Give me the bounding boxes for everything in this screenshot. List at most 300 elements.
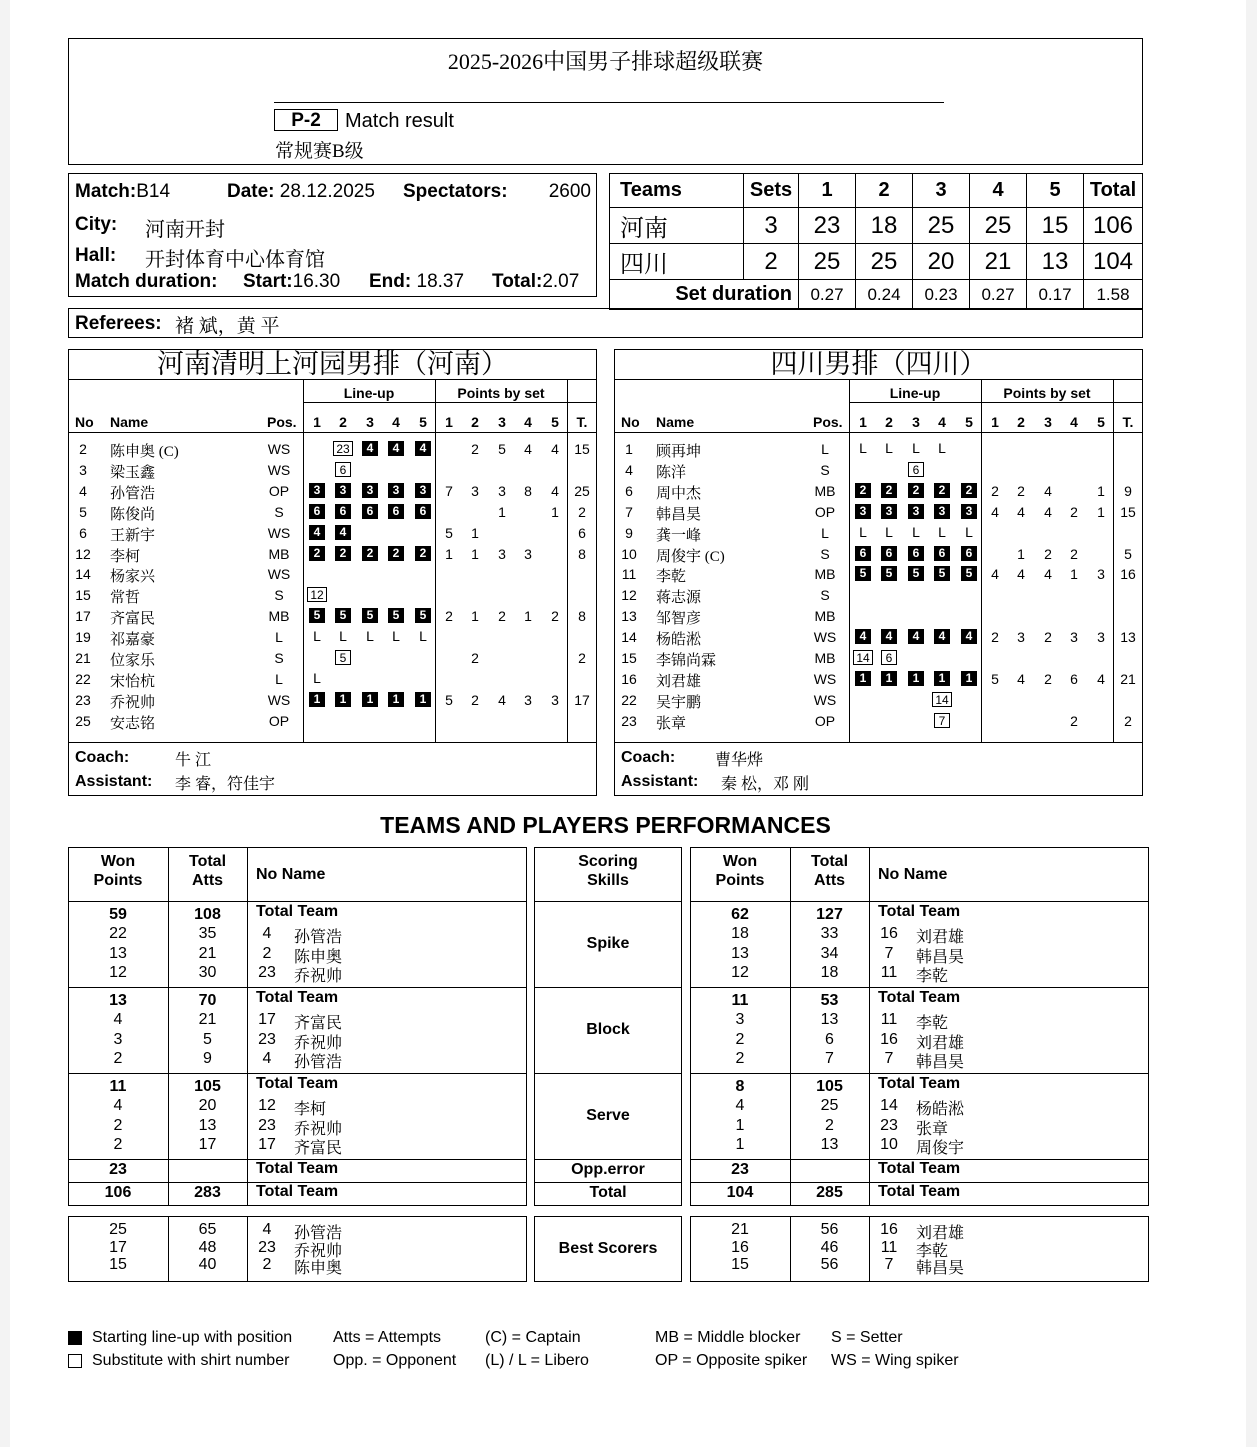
match-label: Match: (75, 181, 137, 202)
col-lineup-set: 3 (366, 414, 374, 430)
player-row (69, 606, 597, 626)
player-row (615, 711, 1143, 731)
starting-position-marker: 5 (415, 608, 431, 623)
score-cell: 18 (856, 208, 913, 244)
starting-position-marker: 2 (908, 483, 924, 498)
points-by-set-header: Points by set (457, 385, 545, 401)
player-position: L (275, 629, 283, 646)
libero-marker: L (419, 628, 427, 645)
total-team-label: Total Team (256, 1183, 339, 1200)
player-position: MB (814, 650, 836, 666)
player-name: 齐富民 (294, 1140, 343, 1157)
player-number: 14 (75, 566, 91, 583)
player-total-atts: 21 (198, 1011, 217, 1028)
score-table (609, 173, 1143, 310)
player-number: 16 (621, 670, 637, 687)
team-name: 四川 (610, 244, 744, 280)
starting-position-marker: 3 (388, 483, 404, 498)
score-cell: 2 (744, 244, 799, 280)
set-points: 1 (551, 503, 559, 520)
set-points: 3 (1097, 629, 1105, 646)
player-name: 杨皓淞 (656, 632, 702, 649)
player-position: L (821, 524, 829, 541)
starting-position-marker: 4 (388, 441, 404, 456)
player-row (69, 585, 597, 605)
divider (303, 402, 597, 403)
team-won-points: 8 (735, 1078, 745, 1095)
referees-label: Referees: (75, 313, 162, 334)
player-position: WS (267, 524, 291, 541)
best-scorer-atts: 40 (198, 1256, 217, 1273)
set-points: 4 (1044, 482, 1052, 499)
score-header-5: 4 (970, 174, 1027, 208)
player-number: 22 (75, 670, 91, 687)
player-total: 15 (574, 441, 590, 457)
set-duration-value: 1.58 (1084, 280, 1143, 310)
player-number: 25 (75, 712, 91, 729)
starting-position-marker: 2 (335, 546, 351, 561)
player-position: WS (267, 441, 291, 457)
points-by-set-header: Points by set (1003, 385, 1091, 401)
player-name: 韩昌昊 (656, 506, 702, 523)
player-total: 2 (578, 503, 586, 520)
player-won-points: 2 (113, 1116, 123, 1134)
divider (849, 402, 1143, 403)
libero-marker: L (912, 523, 920, 540)
best-scorer-points: 25 (109, 1221, 127, 1238)
player-total: 21 (1120, 670, 1136, 687)
player-row (69, 669, 597, 689)
best-scorer-number: 11 (880, 1238, 898, 1256)
player-position: MB (814, 566, 836, 583)
col-total: T. (576, 414, 588, 430)
player-total: 13 (1120, 629, 1136, 646)
starting-position-marker: 1 (415, 692, 431, 707)
player-name: 祁嘉豪 (110, 632, 156, 649)
player-name: 邹智彦 (656, 611, 702, 628)
best-scorer-number: 23 (258, 1238, 276, 1256)
player-total-atts: 34 (820, 944, 839, 962)
player-name: 刘君雄 (916, 1034, 965, 1052)
team-total-atts: 70 (198, 992, 217, 1009)
player-position: MB (814, 482, 836, 499)
substitute-marker: 23 (333, 441, 353, 456)
set-points: 5 (991, 670, 999, 687)
best-scorer-name: 乔祝帅 (294, 1242, 343, 1260)
libero-marker: L (313, 628, 321, 645)
player-row (615, 648, 1143, 668)
grand-total-label: Total (589, 1184, 627, 1201)
set-points: 1 (524, 608, 532, 625)
score-cell: 20 (913, 244, 970, 280)
row-divider (534, 901, 682, 902)
starting-position-marker: 4 (855, 629, 871, 644)
starting-position-marker: 3 (908, 504, 924, 519)
spectators-value: 2600 (548, 181, 591, 202)
set-points: 1 (445, 545, 453, 562)
match-info-box (68, 173, 597, 297)
team-total-atts: 105 (194, 1078, 221, 1095)
player-number: 23 (621, 712, 637, 729)
player-number: 21 (75, 650, 91, 666)
best-scorer-name: 孙管浩 (294, 1225, 343, 1242)
set-points: 4 (1017, 566, 1025, 583)
col-lineup-set: 5 (965, 414, 973, 430)
coach-name: 曹华烨 (715, 752, 764, 769)
player-total-atts: 7 (825, 1050, 834, 1067)
referees-names: 褚 斌，黄 平 (175, 316, 280, 337)
player-row (615, 523, 1143, 543)
set-points: 4 (524, 441, 532, 457)
player-row (615, 606, 1143, 626)
player-number: 2 (79, 441, 87, 457)
substitute-marker: 14 (853, 650, 873, 665)
starting-position-marker: 6 (388, 504, 404, 519)
player-number: 15 (75, 587, 91, 604)
coach-label: Coach: (621, 749, 676, 766)
set-points: 6 (1070, 670, 1078, 687)
team-title: 四川男排（四川） (770, 349, 987, 379)
team-won-points: 59 (109, 906, 127, 923)
score-cell: 106 (1084, 208, 1143, 244)
home-total-atts: 283 (194, 1184, 221, 1201)
total-time: 2.07 (542, 271, 580, 292)
set-points: 8 (524, 482, 532, 499)
divider (69, 432, 596, 433)
player-total: 2 (1124, 712, 1132, 729)
starting-position-marker: 3 (415, 483, 431, 498)
set-points: 2 (1017, 482, 1025, 499)
player-name: 顾再坤 (656, 444, 702, 460)
player-won-points: 12 (731, 964, 749, 981)
player-number: 12 (75, 545, 91, 562)
player-position: S (274, 503, 284, 520)
player-number: 19 (75, 629, 91, 646)
legend-captain: (C) = Captain (485, 1329, 581, 1346)
player-name: 李锦尚霖 (656, 653, 717, 669)
total-team-label: Total Team (878, 1075, 961, 1092)
phase: 常规赛B级 (275, 141, 364, 162)
player-won-points: 2 (113, 1136, 123, 1153)
starting-position-marker: 4 (362, 441, 378, 456)
doc-title: Match result (345, 110, 454, 132)
col-lineup-set: 1 (859, 414, 867, 430)
best-scorer-points: 21 (731, 1221, 749, 1238)
player-total: 6 (578, 524, 586, 541)
team-total-atts: 127 (816, 906, 843, 923)
player-name: 周俊宇 (916, 1140, 965, 1157)
col-points-set: 2 (1017, 414, 1025, 430)
player-number: 6 (625, 482, 633, 499)
player-row (615, 502, 1143, 522)
starting-position-marker: 4 (934, 629, 950, 644)
best-scorer-number: 4 (262, 1221, 272, 1238)
starting-position-marker: 3 (309, 483, 325, 498)
player-number: 16 (880, 925, 898, 942)
col-points-set: 1 (445, 414, 453, 430)
set-points: 7 (445, 482, 453, 499)
starting-position-marker: 5 (961, 566, 977, 581)
col-points-set: 1 (991, 414, 999, 430)
player-number: 17 (258, 1011, 276, 1028)
player-name: 孙管浩 (110, 485, 156, 502)
player-name: 陈洋 (656, 464, 687, 481)
total-team-label: Total Team (878, 989, 961, 1006)
doc-code: P-2 (274, 109, 338, 131)
player-row (615, 544, 1143, 564)
row-divider (690, 1073, 1149, 1074)
score-cell: 15 (1027, 208, 1084, 244)
coach-label: Coach: (75, 749, 130, 766)
hall-label: Hall: (75, 245, 117, 266)
best-scorer-points: 15 (731, 1256, 749, 1273)
set-points: 4 (1044, 503, 1052, 520)
total-team-label: Total Team (878, 903, 961, 920)
player-total-atts: 35 (198, 925, 217, 942)
row-divider (534, 1182, 682, 1183)
player-name: 韩昌昊 (916, 948, 965, 966)
won-points-header: Won Points (715, 853, 765, 889)
hall-value: 开封体育中心体育馆 (145, 249, 325, 271)
substitute-marker: 5 (335, 650, 351, 665)
player-number: 7 (625, 503, 633, 520)
row-divider (68, 1073, 527, 1074)
divider (615, 742, 1142, 743)
libero-marker: L (885, 523, 893, 540)
player-total-atts: 13 (820, 1136, 839, 1153)
col-lineup-set: 2 (885, 414, 893, 430)
player-name: 位家乐 (110, 653, 156, 669)
player-number: 14 (621, 629, 637, 646)
score-row-1 (610, 244, 1143, 280)
col-pos: Pos. (267, 414, 297, 430)
starting-position-marker: 6 (415, 504, 431, 519)
starting-position-marker: 2 (415, 546, 431, 561)
legend-s: S = Setter (831, 1329, 903, 1346)
starting-position-marker: 3 (855, 504, 871, 519)
set-points: 2 (471, 650, 479, 666)
starting-position-marker: 5 (934, 566, 950, 581)
starting-position-marker: 6 (335, 504, 351, 519)
best-scorer-number: 2 (262, 1256, 272, 1273)
team-total-atts: 53 (820, 992, 839, 1009)
starting-lineup-swatch-icon (68, 1331, 82, 1345)
player-name: 常哲 (110, 590, 141, 607)
end-label: End: (369, 271, 412, 292)
set-points: 4 (991, 503, 999, 520)
starting-position-marker: 2 (388, 546, 404, 561)
total-team-label: Total Team (878, 1160, 961, 1177)
legend (68, 1328, 1168, 1378)
player-name: 张章 (656, 715, 687, 732)
set-points: 3 (524, 691, 532, 708)
set-points: 4 (498, 691, 506, 708)
col-name: Name (110, 414, 149, 430)
starting-position-marker: 6 (362, 504, 378, 519)
set-points: 2 (1044, 545, 1052, 562)
set-points: 1 (471, 608, 479, 625)
row-divider (534, 1073, 682, 1074)
libero-marker: L (366, 628, 374, 645)
player-name: 乔祝帅 (110, 694, 156, 711)
player-name: 陈俊尚 (110, 506, 156, 523)
legend-op: OP = Opposite spiker (655, 1352, 808, 1369)
starting-position-marker: 6 (961, 546, 977, 561)
player-position: WS (813, 629, 837, 646)
player-number: 22 (621, 691, 637, 708)
starting-position-marker: 1 (908, 671, 924, 686)
player-name: 宋怡杭 (110, 673, 156, 690)
score-header-0: Teams (610, 174, 744, 208)
player-position: WS (267, 691, 291, 708)
set-points: 2 (551, 608, 559, 625)
col-lineup-set: 4 (392, 414, 400, 430)
player-total: 9 (1124, 482, 1132, 499)
row-divider (534, 1159, 682, 1160)
player-number: 4 (625, 461, 633, 478)
player-total: 17 (574, 691, 590, 708)
player-number: 11 (621, 566, 637, 583)
player-row (69, 502, 597, 522)
opp-error-label: Opp.error (571, 1161, 645, 1178)
set-points: 2 (1070, 545, 1078, 562)
player-number: 16 (880, 1030, 898, 1048)
player-name: 张章 (916, 1120, 949, 1138)
legend-ws: WS = Wing spiker (831, 1352, 959, 1369)
player-name: 陈申奥 (C) (110, 444, 179, 460)
player-total-atts: 17 (198, 1136, 217, 1153)
player-position: MB (268, 545, 290, 562)
score-cell: 25 (970, 208, 1027, 244)
player-number: 11 (880, 1011, 898, 1028)
document-page (10, 0, 1246, 1447)
col-lineup-set: 1 (313, 414, 321, 430)
start-label: Start: (243, 271, 293, 292)
player-number: 9 (625, 524, 633, 541)
row-divider (534, 987, 682, 988)
starting-position-marker: 5 (388, 608, 404, 623)
player-name: 王新宇 (110, 527, 156, 544)
set-points: 3 (471, 482, 479, 499)
player-number: 3 (79, 461, 87, 478)
lineup-header: Line-up (889, 385, 941, 401)
player-won-points: 4 (113, 1097, 123, 1114)
player-position: OP (268, 482, 290, 499)
player-number: 2 (262, 944, 272, 962)
player-row (69, 460, 597, 480)
spectators-label: Spectators: (403, 181, 508, 202)
set-points: 3 (498, 482, 506, 499)
best-scorer-atts: 48 (198, 1238, 217, 1256)
col-points-set: 5 (1097, 414, 1105, 430)
player-row (69, 711, 597, 731)
player-name: 孙管浩 (294, 929, 343, 946)
score-cell: 25 (799, 244, 856, 280)
scoring-skills-header: Scoring Skills (578, 853, 638, 889)
substitute-swatch-icon (68, 1354, 82, 1368)
starting-position-marker: 5 (881, 566, 897, 581)
player-name: 杨家兴 (110, 569, 156, 586)
player-position: S (274, 587, 284, 604)
set-points: 2 (471, 691, 479, 708)
player-name: 孙管浩 (294, 1054, 343, 1071)
player-name: 乔祝帅 (294, 968, 343, 985)
substitute-marker: 6 (335, 462, 351, 477)
total-team-label: Total Team (256, 1160, 339, 1177)
libero-marker: L (392, 628, 400, 645)
starting-position-marker: 6 (908, 546, 924, 561)
away-opp-error-points: 23 (731, 1161, 749, 1178)
score-header-6: 5 (1027, 174, 1084, 208)
col-points-set: 2 (471, 414, 479, 430)
starting-position-marker: 4 (881, 629, 897, 644)
col-lineup-set: 5 (419, 414, 427, 430)
best-scorer-points: 16 (731, 1238, 749, 1256)
set-points: 2 (1070, 503, 1078, 520)
player-total: 5 (1124, 545, 1132, 562)
skill-name: Spike (586, 935, 630, 952)
won-points-header: Won Points (93, 853, 143, 889)
score-cell: 21 (970, 244, 1027, 280)
starting-position-marker: 1 (388, 692, 404, 707)
player-total-atts: 21 (198, 944, 217, 962)
row-divider (68, 901, 527, 902)
score-header-1: Sets (744, 174, 799, 208)
player-name: 刘君雄 (656, 673, 702, 690)
col-total: T. (1122, 414, 1134, 430)
starting-position-marker: 1 (934, 671, 950, 686)
player-number: 7 (884, 944, 894, 962)
player-row (615, 669, 1143, 689)
set-points: 4 (1017, 670, 1025, 687)
player-won-points: 13 (731, 944, 749, 962)
header-divider (274, 102, 944, 103)
away-total-points: 104 (726, 1184, 754, 1201)
player-total: 8 (578, 608, 586, 625)
set-points: 4 (551, 482, 559, 499)
player-won-points: 1 (735, 1136, 745, 1153)
starting-position-marker: 2 (961, 483, 977, 498)
set-points: 1 (1097, 503, 1105, 520)
set-duration-label: Set duration (610, 280, 799, 310)
player-number: 4 (262, 1050, 272, 1067)
total-atts-header: Total Atts (188, 853, 227, 889)
set-duration-row (610, 280, 1143, 310)
starting-position-marker: 4 (309, 525, 325, 540)
player-won-points: 12 (109, 964, 127, 981)
best-scorer-number: 7 (884, 1256, 894, 1273)
header-box (68, 38, 1143, 165)
player-name: 韩昌昊 (916, 1054, 965, 1071)
team-won-points: 11 (731, 992, 749, 1009)
player-total-atts: 25 (820, 1097, 839, 1114)
player-row (69, 627, 597, 647)
starting-position-marker: 2 (855, 483, 871, 498)
player-number: 11 (880, 964, 898, 981)
legend-mb: MB = Middle blocker (655, 1329, 801, 1346)
set-points: 1 (498, 503, 506, 520)
set-points: 4 (1044, 566, 1052, 583)
set-points: 2 (471, 441, 479, 457)
col-points-set: 3 (1044, 414, 1052, 430)
player-name: 陈申奥 (294, 948, 343, 966)
team-won-points: 62 (731, 906, 749, 923)
col-no: No (75, 414, 94, 430)
total-team-label: Total Team (256, 1075, 339, 1092)
player-number: 14 (880, 1097, 898, 1114)
player-total-atts: 33 (820, 925, 839, 942)
no-name-header: No Name (256, 866, 326, 883)
